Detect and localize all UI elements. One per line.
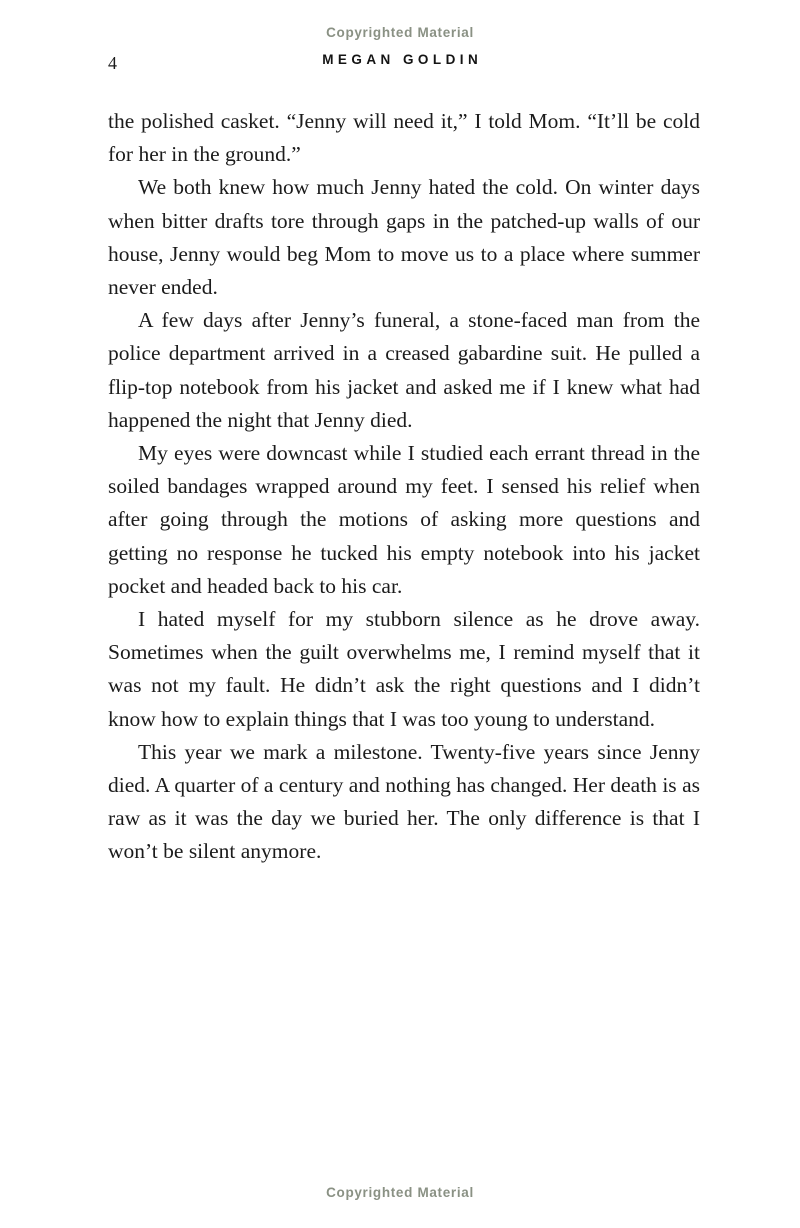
page-number: 4	[108, 53, 117, 73]
running-header-author: MEGAN GOLDIN	[322, 52, 483, 67]
copyright-notice-bottom: Copyrighted Material	[326, 1185, 474, 1200]
page-header	[0, 52, 800, 76]
copyright-notice-top: Copyrighted Material	[326, 25, 474, 40]
paragraph: This year we mark a milestone. Twenty-five years since Jenny died. A quarter of a century and nothing has changed. Her death is as raw as it was the day we buried her. The only difference is that I won’t be silent anymore.	[108, 739, 700, 864]
paragraph: We both knew how much Jenny hated the cold. On winter days when bitter drafts tore through gaps in the patched-up walls of our house, Jenny would beg Mom to move us to a place where summer never ended.	[108, 175, 700, 300]
paragraph: I hated myself for my stubborn silence as he drove away. Sometimes when the guilt overwhelms me, I remind myself that it was not my fault. He didn’t ask the right questions and I didn’t know how to explain things that I was too young to understand.	[108, 607, 700, 731]
paragraph: A few days after Jenny’s funeral, a stone-faced man from the police department arrived in a creased gabardine suit. He pulled a flip-top notebook from his jacket and asked me if I knew what had happened the night that Jenny died.	[108, 308, 700, 432]
body-text	[108, 105, 700, 869]
paragraph: the polished casket. “Jenny will need it,” I told Mom. “It’ll be cold for her in the ground.”	[108, 109, 700, 167]
paragraph: My eyes were downcast while I studied each errant thread in the soiled bandages wrapped around my feet. I sensed his relief when after going through the motions of asking more questions and getting no response he tucked his empty notebook into his jacket pocket and headed back to his car.	[108, 441, 700, 598]
